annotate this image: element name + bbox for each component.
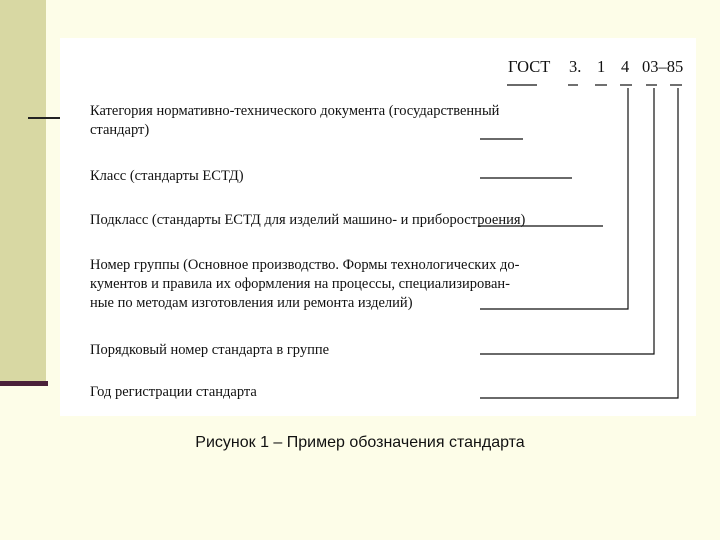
code-group: 4 [621,57,630,76]
label-class: Класс (стандарты ЕСТД) [90,168,244,184]
label-group-line3: ные по методам изготовления или ремонта изделий) [90,295,413,311]
label-group-line2: кументов и правила их оформления на процессы, специализирован- [90,276,510,292]
label-registration-year: Год регистрации стандарта [90,384,257,400]
leader-lines [478,88,678,398]
label-group-line1: Номер группы (Основное производство. Формы технологических до- [90,257,520,273]
label-category-line2: стандарт) [90,122,150,138]
sidebar-edge [0,381,48,386]
designation-diagram [60,38,696,416]
label-serial-number: Порядковый номер стандарта в группе [90,342,330,358]
figure-caption: Рисунок 1 – Пример обозначения стандарта [195,434,525,451]
code-class: 3. [569,57,582,76]
slide-sidebar [0,0,46,383]
label-subclass: Подкласс (стандарты ЕСТД для изделий машино- и приборостроения) [90,212,526,228]
label-category-line1: Категория нормативно-технического документа (государственный [90,103,500,119]
code-prefix: ГОСТ [508,57,551,76]
figure-panel [60,38,696,416]
code-number-year: 03–85 [642,57,684,76]
code-subclass: 1 [597,57,606,76]
title-accent-line [28,117,60,119]
